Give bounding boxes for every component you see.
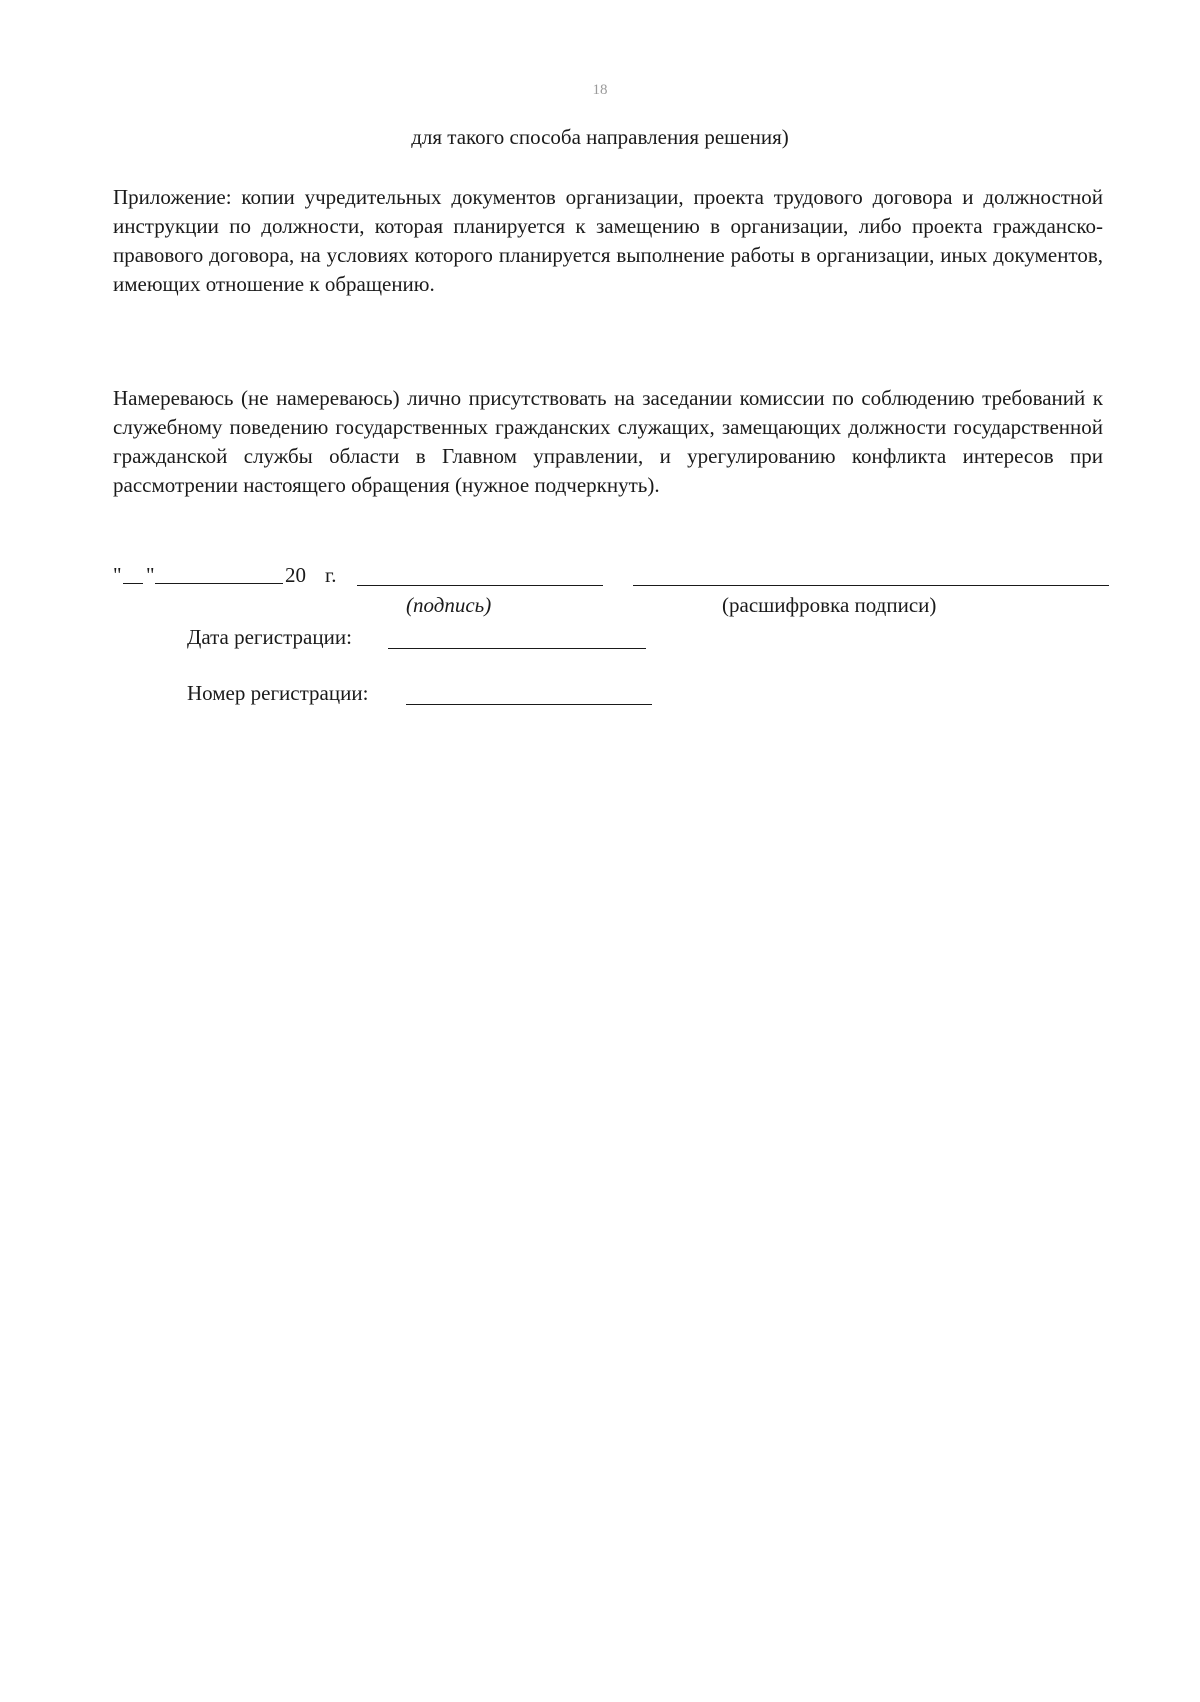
registration-date-line [388,648,646,649]
year-prefix: 20 [285,563,306,587]
continuation-text: для такого способа направления решения) [411,125,789,149]
appendix-paragraph: Приложение: копии учредительных документов организации, проекта трудового договора и должностной инструкции по должности, которая планируется к замещению в организации, либо проекта гражданско-правового договора, на условиях которого планируется выполнение работы в организации, иных документов, имеющих отношение к обращению. [113,185,1103,296]
page-number: 18 [592,82,608,98]
year-suffix: г. [325,563,337,587]
month-blank-line [155,583,283,584]
signature-caption: (подпись) [406,593,492,617]
decryption-caption: (расшифровка подписи) [722,593,937,617]
attendance-intent-paragraph: Намереваюсь (не намереваюсь) лично присутствовать на заседании комиссии по соблюдению требований к служебному поведению государственных гражданских служащих, замещающих должности государственной гражданской службы области в Главном управлении, и урегулированию конфликта интересов при рассмотрении настоящего обращения (нужное подчеркнуть). [113,386,1103,497]
registration-date-label: Дата регистрации: [187,625,352,649]
registration-number-line [406,704,652,705]
day-blank-line [123,583,143,584]
date-quote-open: " [113,563,122,587]
registration-number-label: Номер регистрации: [187,681,369,705]
signature-blank-line [357,585,603,586]
decryption-blank-line [633,585,1109,586]
date-quote-close: " [146,563,155,587]
